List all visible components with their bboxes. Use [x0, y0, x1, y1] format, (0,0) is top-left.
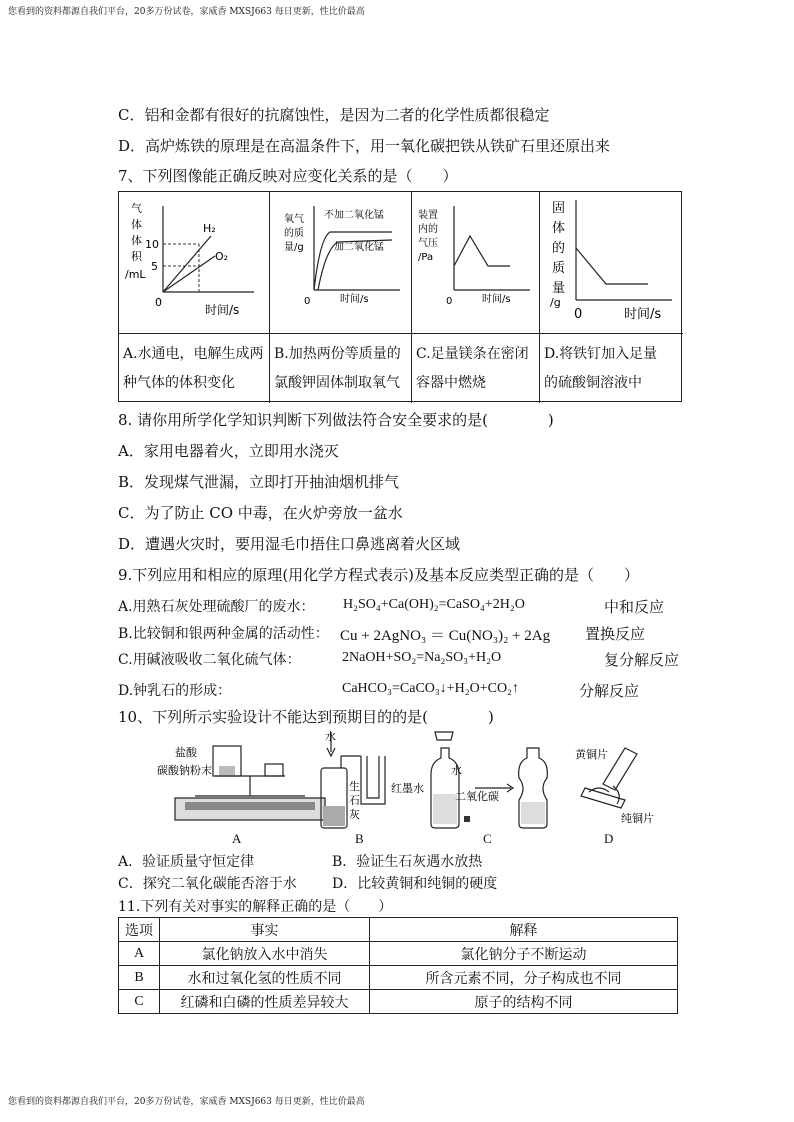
q11-table [118, 917, 678, 1014]
graph-c-ylabel-3: /Pa [418, 252, 434, 263]
q11-row-c-explain: 原子的结构不同 [370, 990, 678, 1014]
q11-row-a-explain: 氯化钠分子不断运动 [370, 942, 678, 966]
graph-b-top-label: 不加二氧化锰 [324, 210, 384, 221]
caption-a-line1: A.水通电，电解生成两 [123, 346, 264, 362]
graph-c-origin: 0 [446, 296, 453, 307]
fig-c-water-label: 水 [451, 764, 462, 777]
q9-row-d-eq: CaHCO₃=CaCO₃↓+H₂O+CO₂↑ [342, 681, 519, 696]
q10-option-d: D．比较黄铜和纯铜的硬度 [332, 876, 498, 892]
q10-option-b: B．验证生石灰遇水放热 [332, 854, 483, 870]
caption-b-line2: 氯酸钾固体制取氧气 [274, 375, 400, 391]
graph-d-ylabel-0: 固 [552, 201, 566, 216]
q9-row-c-eq: 2NaOH+SO₂=Na₂SO₃+H₂O [342, 650, 502, 665]
graph-a-origin: 0 [155, 296, 162, 309]
graph-d-svg [540, 192, 681, 331]
balance-icon [175, 746, 325, 820]
graph-b-ylabel-2: 量/g [284, 242, 304, 253]
fig-d-brass-label: 黄铜片 [575, 748, 608, 761]
graph-b [270, 192, 412, 333]
graph-a-xlabel: 时间/s [205, 303, 240, 317]
graph-d-ylabel-1: 体 [552, 221, 566, 236]
graph-b-svg [270, 192, 410, 331]
caption-c-line1: C.足量镁条在密闭 [416, 346, 529, 362]
top-banner: 您看到的资料都源自我们平台，20多万份试卷，家威香 MXSJ663 每日更新，性比价最高 [8, 7, 365, 17]
graph-b-ylabel-1: 的质 [284, 228, 304, 239]
graph-a-ylabel-4: /mL [125, 268, 146, 281]
q10-option-c: C．探究二氧化碳能否溶于水 [118, 876, 297, 892]
graph-d-origin: 0 [574, 307, 583, 322]
graph-d-ylabel-5: /g [550, 296, 561, 309]
q11-row-b-fact: 水和过氧化氢的性质不同 [160, 966, 370, 990]
q9-row-a-type: 中和反应 [604, 598, 665, 616]
q11-row-c-option: C [119, 990, 160, 1014]
table-row [119, 918, 678, 942]
fig-d-copper-label: 纯铜片 [621, 812, 654, 825]
fig-b-ink-label: 红墨水 [391, 782, 424, 795]
q9-row-c-type: 复分解反应 [604, 651, 680, 669]
fig-b-label: B [355, 831, 364, 846]
q11-row-b-explain: 所含元素不同，分子构成也不同 [370, 966, 678, 990]
graph-c-caption [412, 333, 540, 403]
graph-a-caption [119, 333, 270, 403]
q9-stem: 9.下列应用和相应的原理(用化学方程式表示)及基本反应类型正确的是（ ） [118, 566, 640, 584]
fig-b-lime-2: 灰 [349, 808, 360, 821]
graph-b-bottom-label: 加二氧化锰 [334, 242, 384, 253]
graph-d-ylabel-4: 量 [552, 281, 566, 296]
graph-b-ylabel-0: 氧气 [284, 214, 304, 225]
q10-stem: 10、下列所示实验设计不能达到预期目的的是( ) [118, 708, 494, 726]
graph-a-ylabel-0: 气 [131, 202, 142, 215]
q11-row-a-option: A [119, 942, 160, 966]
q11-stem: 11.下列有关对事实的解释正确的是（ ） [118, 899, 393, 915]
graph-d-ylabel-3: 质 [552, 261, 566, 276]
q10-option-a: A．验证质量守恒定律 [118, 854, 255, 870]
q7-stem: 7、下列图像能正确反映对应变化关系的是（ ） [118, 167, 458, 185]
fig-b-lime-1: 石 [349, 794, 360, 807]
caption-b-line1: B.加热两份等质量的 [274, 346, 401, 362]
graph-d [540, 192, 683, 333]
q9-row-a-eq: H₂SO₄+Ca(OH)₂=CaSO₄+2H₂O [343, 597, 525, 612]
fig-a-powder-label: 碳酸钠粉末 [157, 764, 212, 777]
caption-a-line2: 种气体的体积变化 [123, 375, 235, 391]
q8-option-b: B．发现煤气泄漏，立即打开抽油烟机排气 [118, 473, 400, 491]
graph-c-ylabel-2: 气压 [418, 238, 438, 249]
table-row [119, 966, 678, 990]
fig-d-label: D [604, 831, 614, 846]
q7-graph-table [118, 191, 682, 402]
q6-option-c: C．铝和金都有很好的抗腐蚀性，是因为二者的化学性质都很稳定 [118, 106, 550, 124]
q9-row-b-eq: Cu + 2AgNO₃ ＝ Cu(NO₃)₂ + 2Ag [340, 628, 551, 644]
q8-option-d: D．遭遇火灾时，要用湿毛巾捂住口鼻逃离着火区域 [118, 535, 461, 553]
graph-a-tick-5: 5 [151, 260, 158, 273]
graph-a-ylabel-1: 体 [131, 218, 142, 231]
fig-a-label: A [232, 831, 242, 846]
q8-option-a: A．家用电器着火，立即用水浇灭 [118, 442, 339, 460]
fig-b-water-label: 水 [325, 730, 336, 743]
q11-header-fact: 事实 [160, 918, 370, 942]
q9-row-b-type: 置换反应 [585, 625, 646, 643]
q9-row-c-text: C.用碱液吸收二氧化硫气体： [118, 652, 301, 668]
fig-c-label: C [483, 831, 492, 846]
graph-a-tick-10: 10 [145, 238, 159, 251]
graph-b-origin: 0 [304, 296, 311, 307]
graph-d-ylabel-2: 的 [552, 241, 566, 256]
graph-c-ylabel-1: 内的 [418, 224, 438, 235]
q11-row-a-fact: 氯化钠放入水中消失 [160, 942, 370, 966]
graph-d-xlabel: 时间/s [624, 307, 662, 322]
graph-c-ylabel-0: 装置 [418, 210, 438, 221]
fig-b-lime-0: 生 [349, 780, 360, 793]
q9-row-a-text: A.用熟石灰处理硫酸厂的废水： [118, 599, 315, 615]
graph-a-h2-label: H₂ [203, 222, 216, 235]
q6-option-d: D．高炉炼铁的原理是在高温条件下，用一氧化碳把铁从铁矿石里还原出来 [118, 137, 611, 155]
bottle-icon [431, 732, 547, 828]
graph-a [119, 192, 270, 333]
graph-d-caption [540, 333, 683, 403]
q8-option-c: C．为了防止 CO 中毒，在火炉旁放一盆水 [118, 504, 403, 522]
graph-b-xlabel: 时间/s [340, 294, 369, 305]
bottom-banner: 您看到的资料都源自我们平台，20多万份试卷，家威香 MXSJ663 每日更新，性比价最高 [8, 1097, 365, 1107]
graph-a-ylabel-2: 体 [131, 234, 142, 247]
caption-d-line2: 的硫酸铜溶液中 [544, 375, 642, 391]
q8-stem: 8. 请你用所学化学知识判断下列做法符合安全要求的是( ) [118, 411, 554, 429]
graph-c-xlabel: 时间/s [482, 294, 511, 305]
graph-c-svg [412, 192, 538, 331]
q9-row-d-text: D.钟乳石的形成： [118, 683, 232, 699]
table-row [119, 942, 678, 966]
q11-row-b-option: B [119, 966, 160, 990]
fig-c-gas-label: 二氧化碳 [455, 790, 499, 803]
graph-c [412, 192, 540, 333]
fig-a-acid-label: 盐酸 [175, 746, 197, 759]
caption-d-line1: D.将铁钉加入足量 [544, 346, 658, 362]
caption-c-line2: 容器中燃烧 [416, 375, 486, 391]
q9-row-d-type: 分解反应 [579, 682, 640, 700]
q9-row-b-text: B.比较铜和银两种金属的活动性： [118, 626, 329, 642]
graph-b-caption [270, 333, 412, 403]
graph-a-svg [119, 192, 268, 331]
graph-a-o2-label: O₂ [215, 250, 229, 263]
q11-header-option: 选项 [119, 918, 160, 942]
q11-header-explain: 解释 [370, 918, 678, 942]
graph-a-ylabel-3: 积 [131, 250, 142, 263]
q11-row-c-fact: 红磷和白磷的性质差异较大 [160, 990, 370, 1014]
table-row [119, 990, 678, 1014]
